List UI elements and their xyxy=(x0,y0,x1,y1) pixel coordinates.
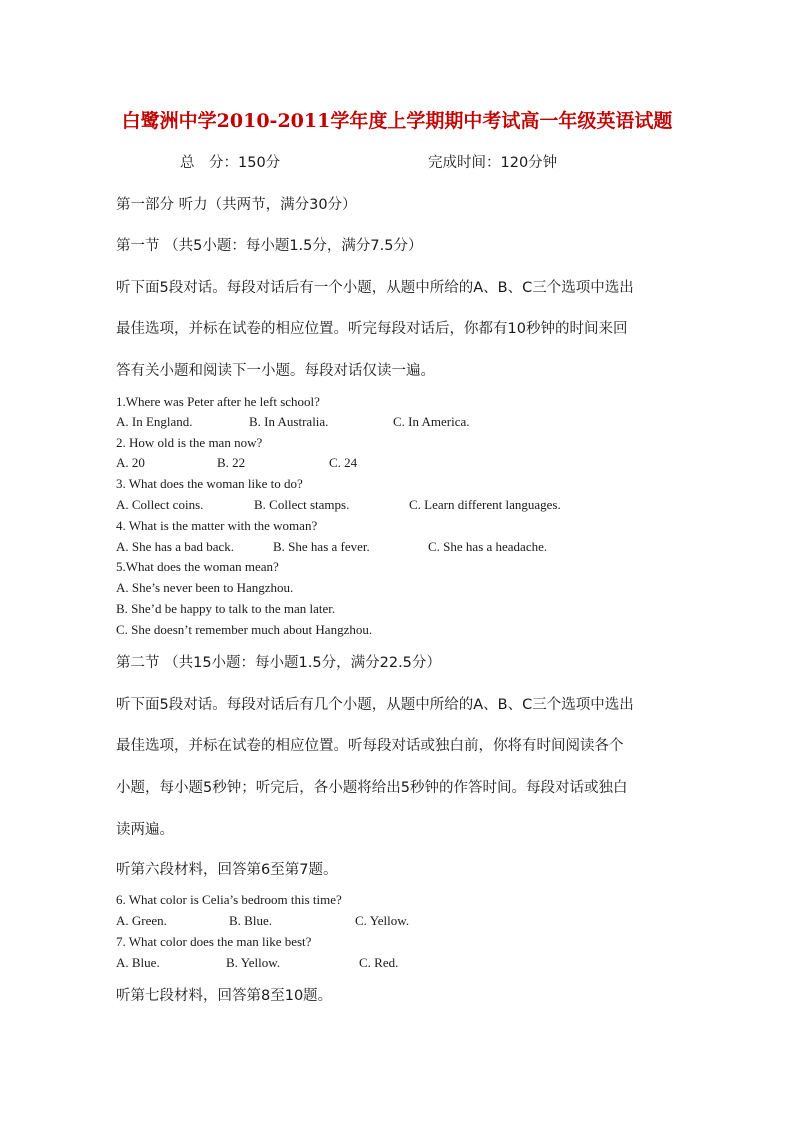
option-c: C. Learn different languages. xyxy=(409,497,561,512)
option-a: A. Blue. xyxy=(116,955,160,970)
option-c: C. She doesn’t remember much about Hangzhou. xyxy=(116,622,373,637)
option-a: A. Green. xyxy=(116,913,167,928)
option-c: C. She has a headache. xyxy=(428,539,548,554)
option-c: C. In America. xyxy=(393,414,470,429)
question-stem: 7. What color does the man like best? xyxy=(116,934,312,949)
section2-heading: 第二节 （共15小题：每小题1.5分，满分22.5分） xyxy=(116,655,441,671)
option-b: B. Collect stamps. xyxy=(254,497,350,512)
question-stem: 5.What does the woman mean? xyxy=(116,559,279,574)
option-b: B. Yellow. xyxy=(226,955,281,970)
total-score: 总 分：150分 xyxy=(180,155,281,171)
option-b: B. She has a fever. xyxy=(273,539,370,554)
option-b: B. She’d be happy to talk to the man later. xyxy=(116,601,336,616)
section1-instruction-line: 最佳选项，并标在试卷的相应位置。听完每段对话后，你都有10秒钟的时间来回 xyxy=(116,321,628,337)
section1-instruction-line: 答有关小题和阅读下一小题。每段对话仅读一遍。 xyxy=(116,363,435,379)
time-limit: 完成时间：120分钟 xyxy=(428,155,558,171)
question-stem: 6. What color is Celia’s bedroom this time? xyxy=(116,892,342,907)
option-a: A. 20 xyxy=(116,455,145,470)
option-a: A. In England. xyxy=(116,414,193,429)
option-a: A. Collect coins. xyxy=(116,497,204,512)
question-stem: 1.Where was Peter after he left school? xyxy=(116,394,320,409)
option-b: B. 22 xyxy=(217,455,246,470)
option-c: C. Yellow. xyxy=(355,913,410,928)
material-six-instruction: 听第六段材料，回答第6至第7题。 xyxy=(116,862,338,878)
option-c: C. Red. xyxy=(359,955,399,970)
section1-heading: 第一节 （共5小题：每小题1.5分，满分7.5分） xyxy=(116,238,423,254)
section1-instruction-line: 听下面5段对话。每段对话后有一个小题，从题中所给的A、B、C三个选项中选出 xyxy=(116,280,634,296)
option-c: C. 24 xyxy=(329,455,358,470)
option-b: B. In Australia. xyxy=(249,414,329,429)
option-a: A. She’s never been to Hangzhou. xyxy=(116,580,294,595)
section2-instruction-line: 读两遍。 xyxy=(116,822,174,838)
section2-instruction-line: 听下面5段对话。每段对话后有几个小题，从题中所给的A、B、C三个选项中选出 xyxy=(116,697,634,713)
option-b: B. Blue. xyxy=(229,913,272,928)
material-seven-instruction: 听第七段材料，回答第8至10题。 xyxy=(116,988,333,1004)
exam-title: 白鹭洲中学2010-2011学年度上学期期中考试高一年级英语试题 xyxy=(121,110,673,132)
question-stem: 3. What does the woman like to do? xyxy=(116,476,303,491)
option-a: A. She has a bad back. xyxy=(116,539,235,554)
section2-instruction-line: 小题，每小题5秒钟；听完后，各小题将给出5秒钟的作答时间。每段对话或独白 xyxy=(116,780,628,796)
part1-heading: 第一部分 听力（共两节，满分30分） xyxy=(116,197,357,213)
question-stem: 2. How old is the man now? xyxy=(116,435,263,450)
question-stem: 4. What is the matter with the woman? xyxy=(116,518,318,533)
section2-instruction-line: 最佳选项，并标在试卷的相应位置。听每段对话或独白前，你将有时间阅读各个 xyxy=(116,738,624,754)
